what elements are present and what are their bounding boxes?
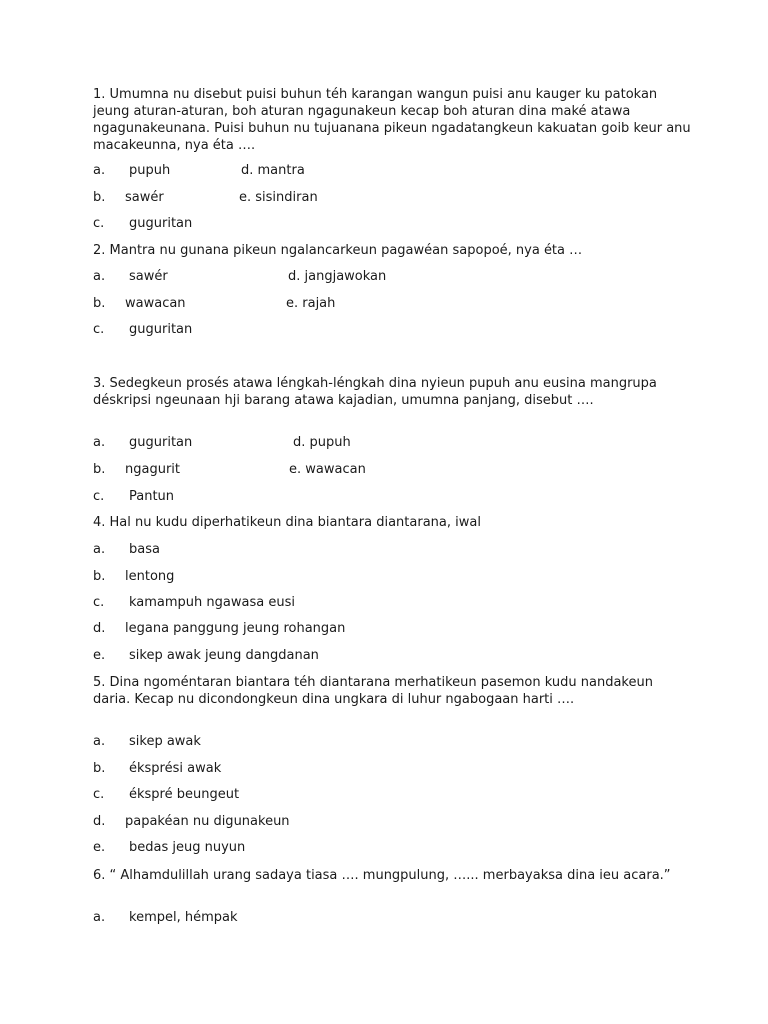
q2-option-b: wawacan bbox=[125, 296, 186, 311]
q4-option-b: lentong bbox=[125, 569, 175, 584]
q4-option-c: kamampuh ngawasa eusi bbox=[129, 595, 295, 610]
q1-option-a: pupuh bbox=[129, 163, 171, 178]
q3-option-b-letter: b. bbox=[93, 462, 106, 477]
q5-option-b: éksprési awak bbox=[129, 761, 222, 776]
question-5-text: 5. Dina ngoméntaran biantara téh diantarana merhatikeun pasemon kudu nandakeun daria. Kecap nu dicondongkeun dina ungkara di luhur ngabogaan harti …. bbox=[93, 675, 653, 707]
q5-option-c: ékspré beungeut bbox=[129, 787, 240, 802]
q2-option-c-letter: c. bbox=[93, 322, 105, 337]
q4-option-d-letter: d. bbox=[93, 621, 106, 636]
q5-option-e-letter: e. bbox=[93, 840, 106, 855]
q5-option-b-letter: b. bbox=[93, 761, 106, 776]
q4-option-a-letter: a. bbox=[93, 542, 106, 557]
q1-option-b: sawér bbox=[125, 190, 164, 205]
q2-option-a-letter: a. bbox=[93, 269, 106, 284]
q4-option-c-letter: c. bbox=[93, 595, 105, 610]
q4-option-e: sikep awak jeung dangdanan bbox=[129, 648, 319, 663]
q1-option-b-letter: b. bbox=[93, 190, 106, 205]
q3-option-a-letter: a. bbox=[93, 435, 106, 450]
q6-option-a-letter: a. bbox=[93, 910, 106, 925]
q1-option-d: d. mantra bbox=[241, 163, 305, 178]
q6-option-a: kempel, hémpak bbox=[129, 910, 238, 925]
q4-option-a: basa bbox=[129, 542, 160, 557]
question-3-text: 3. Sedegkeun prosés atawa léngkah-léngkah dina nyieun pupuh anu eusina mangrupa déskripsi ngeunaan hji barang atawa kajadian, umumna panjang, disebut …. bbox=[93, 376, 657, 408]
question-6-text: 6. “ Alhamdulillah urang sadaya tiasa …. mungpulung, …... merbayaksa dina ieu acara.” bbox=[93, 868, 671, 883]
q1-option-e: e. sisindiran bbox=[239, 190, 318, 205]
question-4-text: 4. Hal nu kudu diperhatikeun dina biantara diantarana, iwal bbox=[93, 515, 481, 530]
q2-option-b-letter: b. bbox=[93, 296, 106, 311]
q1-option-a-letter: a. bbox=[93, 163, 106, 178]
q2-option-c: guguritan bbox=[129, 322, 193, 337]
q1-option-c-letter: c. bbox=[93, 216, 105, 231]
q4-option-d: legana panggung jeung rohangan bbox=[125, 621, 346, 636]
q5-option-d: papakéan nu digunakeun bbox=[125, 814, 290, 829]
q2-option-d: d. jangjawokan bbox=[288, 269, 387, 284]
q2-option-a: sawér bbox=[129, 269, 168, 284]
question-2-text: 2. Mantra nu gunana pikeun ngalancarkeun pagawéan sapopoé, nya éta … bbox=[93, 243, 583, 258]
q3-option-a: guguritan bbox=[129, 435, 193, 450]
q3-option-e: e. wawacan bbox=[289, 462, 366, 477]
q3-option-b: ngagurit bbox=[125, 462, 181, 477]
q5-option-a: sikep awak bbox=[129, 734, 201, 749]
q3-option-c-letter: c. bbox=[93, 489, 105, 504]
q3-option-d: d. pupuh bbox=[293, 435, 351, 450]
q5-option-a-letter: a. bbox=[93, 734, 106, 749]
q5-option-d-letter: d. bbox=[93, 814, 106, 829]
question-1-text: 1. Umumna nu disebut puisi buhun téh karangan wangun puisi anu kauger ku patokan jeung aturan-aturan, boh aturan ngagunakeun kecap boh aturan dina maké atawa ngagunakeunana. Puisi buhun nu tujuanana pikeun ngadatangkeun kakuatan goib keur anu macakeunna, nya éta …. bbox=[93, 87, 691, 153]
q4-option-b-letter: b. bbox=[93, 569, 106, 584]
q1-option-c: guguritan bbox=[129, 216, 193, 231]
q5-option-c-letter: c. bbox=[93, 787, 105, 802]
q2-option-e: e. rajah bbox=[286, 296, 336, 311]
q3-option-c: Pantun bbox=[129, 489, 175, 504]
q5-option-e: bedas jeug nuyun bbox=[129, 840, 246, 855]
q4-option-e-letter: e. bbox=[93, 648, 106, 663]
